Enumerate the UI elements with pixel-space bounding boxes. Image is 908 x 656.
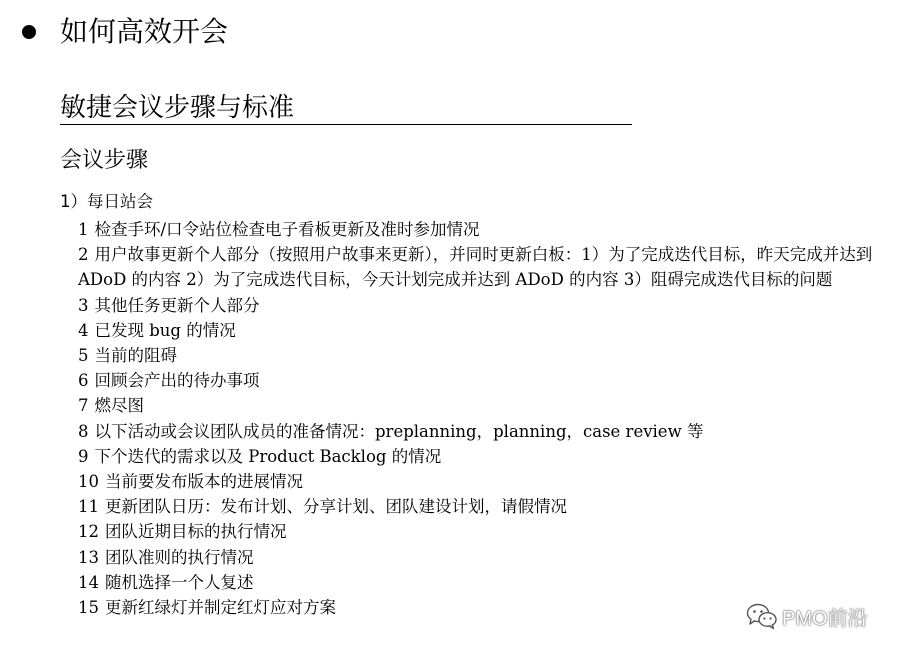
item-number: 1 — [78, 220, 89, 239]
item-number: 3 — [78, 295, 89, 315]
list-item — [78, 444, 878, 469]
list-item — [78, 469, 878, 494]
item-number: 9 — [78, 446, 89, 466]
item-text: 燃尽图 — [94, 396, 144, 416]
list-item — [78, 217, 878, 242]
item-number: 7 — [78, 396, 89, 416]
item-number: 11 — [78, 497, 99, 517]
list-item — [78, 545, 878, 570]
item-text: 其他任务更新个人部分 — [94, 295, 260, 315]
list-item — [78, 343, 878, 368]
item-text: 团队准则的执行情况 — [105, 547, 254, 567]
item-number: 12 — [78, 522, 99, 542]
item-text: 更新团队日历：发布计划、分享计划、团队建设计划，请假情况 — [105, 497, 567, 517]
list-item — [78, 318, 878, 343]
list-item — [78, 293, 878, 318]
item-number: 8 — [78, 421, 89, 441]
item-text: 检查手环/口令站位检查电子看板更新及准时参加情况 — [94, 220, 480, 239]
watermark — [746, 599, 868, 633]
item-number: 14 — [78, 572, 99, 592]
item-number: 6 — [78, 371, 89, 391]
list-item — [78, 419, 878, 444]
item-number: 2 — [78, 245, 89, 265]
meeting-steps-list — [78, 217, 878, 620]
item-text: 团队近期目标的执行情况 — [105, 522, 287, 542]
item-text: 下个迭代的需求以及 Product Backlog 的情况 — [94, 446, 442, 466]
item-text: 当前要发布版本的进展情况 — [105, 472, 303, 492]
list-item — [78, 494, 878, 519]
wechat-icon — [746, 602, 778, 630]
list-item — [78, 570, 878, 595]
item-number: 5 — [78, 346, 89, 366]
item-text: 更新红绿灯并制定红灯应对方案 — [105, 598, 336, 618]
item-number: 15 — [78, 598, 99, 618]
list-item — [78, 519, 878, 544]
item-text: 用户故事更新个人部分（按照用户故事来更新），并同时更新白板：1）为了完成迭代目标，昨天完成并达到 ADoD 的内容 2）为了完成迭代目标，今天计划完成并达到 ADoD 的内容 3）阻碍完成迭代目标的问题 — [78, 245, 873, 290]
list-item — [78, 393, 878, 418]
section-title: 敏捷会议步骤与标准 — [60, 90, 632, 125]
watermark-text: PMO前沿 — [782, 607, 868, 630]
item-text: 回顾会产出的待办事项 — [94, 371, 260, 391]
item-text: 以下活动或会议团队成员的准备情况：preplanning，planning，case review 等 — [94, 421, 704, 441]
item-text: 当前的阻碍 — [94, 346, 177, 366]
item-number: 10 — [78, 472, 99, 492]
sub-heading: 会议步骤 — [60, 148, 149, 173]
page-title: 如何高效开会 — [60, 15, 229, 48]
list-item — [78, 242, 878, 292]
item-text: 随机选择一个人复述 — [105, 572, 254, 592]
main-heading-row — [22, 10, 228, 54]
meeting-title: 1）每日站会 — [60, 192, 153, 211]
item-text: 已发现 bug 的情况 — [94, 320, 236, 340]
item-number: 4 — [78, 320, 89, 340]
bullet-dot-icon — [22, 25, 36, 39]
item-number: 13 — [78, 547, 99, 567]
list-item — [78, 368, 878, 393]
